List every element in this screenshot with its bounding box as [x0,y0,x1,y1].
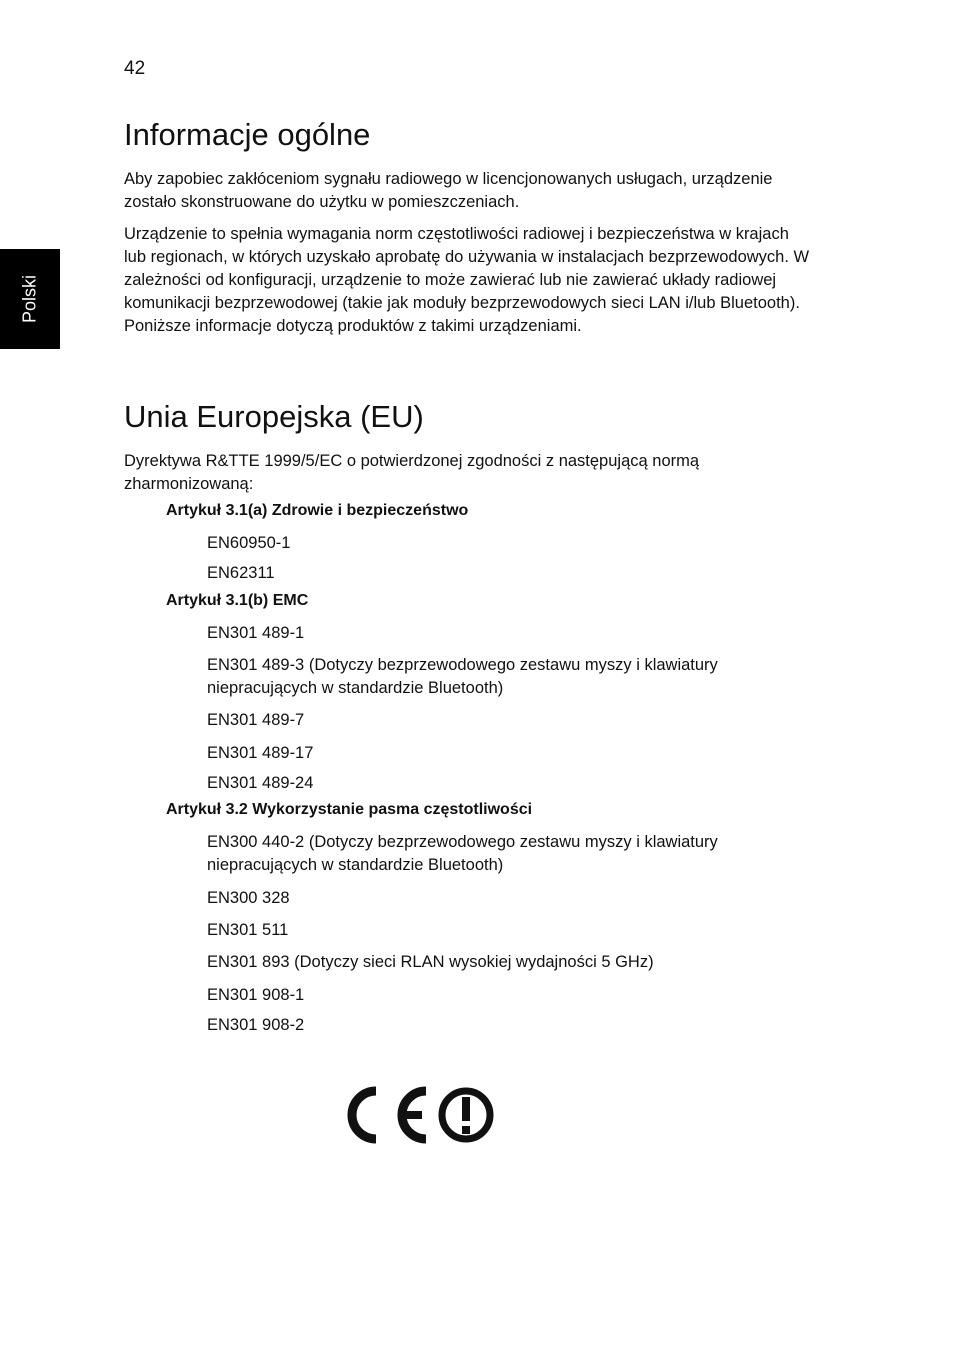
language-side-tab [0,249,60,349]
standard-item: EN301 908-1 [207,986,305,1004]
side-tab-label: Polski [19,274,40,324]
standard-item: EN301 489-1 [207,624,305,642]
article-heading-frequency: Artykuł 3.2 Wykorzystanie pasma częstotliwości [166,801,533,818]
standard-item: EN300 328 [207,889,290,907]
standard-item: EN301 908-2 [207,1016,305,1034]
page-number: 42 [124,58,146,79]
eu-intro-paragraph: Dyrektywa R&TTE 1999/5/EC o potwierdzonej zgodności z następującą normą zharmonizowaną: [124,452,700,493]
ce-alert-mark-icon [332,1077,500,1153]
standard-item: EN62311 [207,564,275,582]
standard-item: EN301 511 [207,921,289,939]
standard-item: EN301 489-7 [207,711,305,729]
standard-item: EN301 893 (Dotyczy sieci RLAN wysokiej wydajności 5 GHz) [207,953,654,971]
standard-item: EN301 489-17 [207,744,314,762]
article-heading-health-safety: Artykuł 3.1(a) Zdrowie i bezpieczeństwo [166,502,469,519]
standard-item: EN301 489-24 [207,774,314,792]
standard-item: EN301 489-3 (Dotyczy bezprzewodowego zestawu myszy i klawiatury niepracujących w standardzie Bluetooth) [207,656,718,697]
general-paragraph-2: Urządzenie to spełnia wymagania norm częstotliwości radiowej i bezpieczeństwa w krajach lub regionach, w których uzyskało aprobatę do używania w instalacjach bezprzewodowych. W zależności od konfiguracji, urządzenie to może zawierać lub nie zawierać układy radiowej komunikacji bezprzewodowej (takie jak moduły bezprzewodowych sieci LAN i/lub Bluetooth). Poniższe informacje dotyczą produktów z takimi urządzeniami. [124,225,810,335]
section-title-eu: Unia Europejska (EU) [124,399,424,434]
section-title-general: Informacje ogólne [124,117,371,152]
standard-item: EN60950-1 [207,534,291,552]
general-paragraph-1: Aby zapobiec zakłóceniom sygnału radiowego w licencjonowanych usługach, urządzenie zostało skonstruowane do użytku w pomieszczeniach. [124,170,773,211]
standard-item: EN300 440-2 (Dotyczy bezprzewodowego zestawu myszy i klawiatury niepracujących w standardzie Bluetooth) [207,833,718,874]
article-heading-emc: Artykuł 3.1(b) EMC [166,592,309,609]
